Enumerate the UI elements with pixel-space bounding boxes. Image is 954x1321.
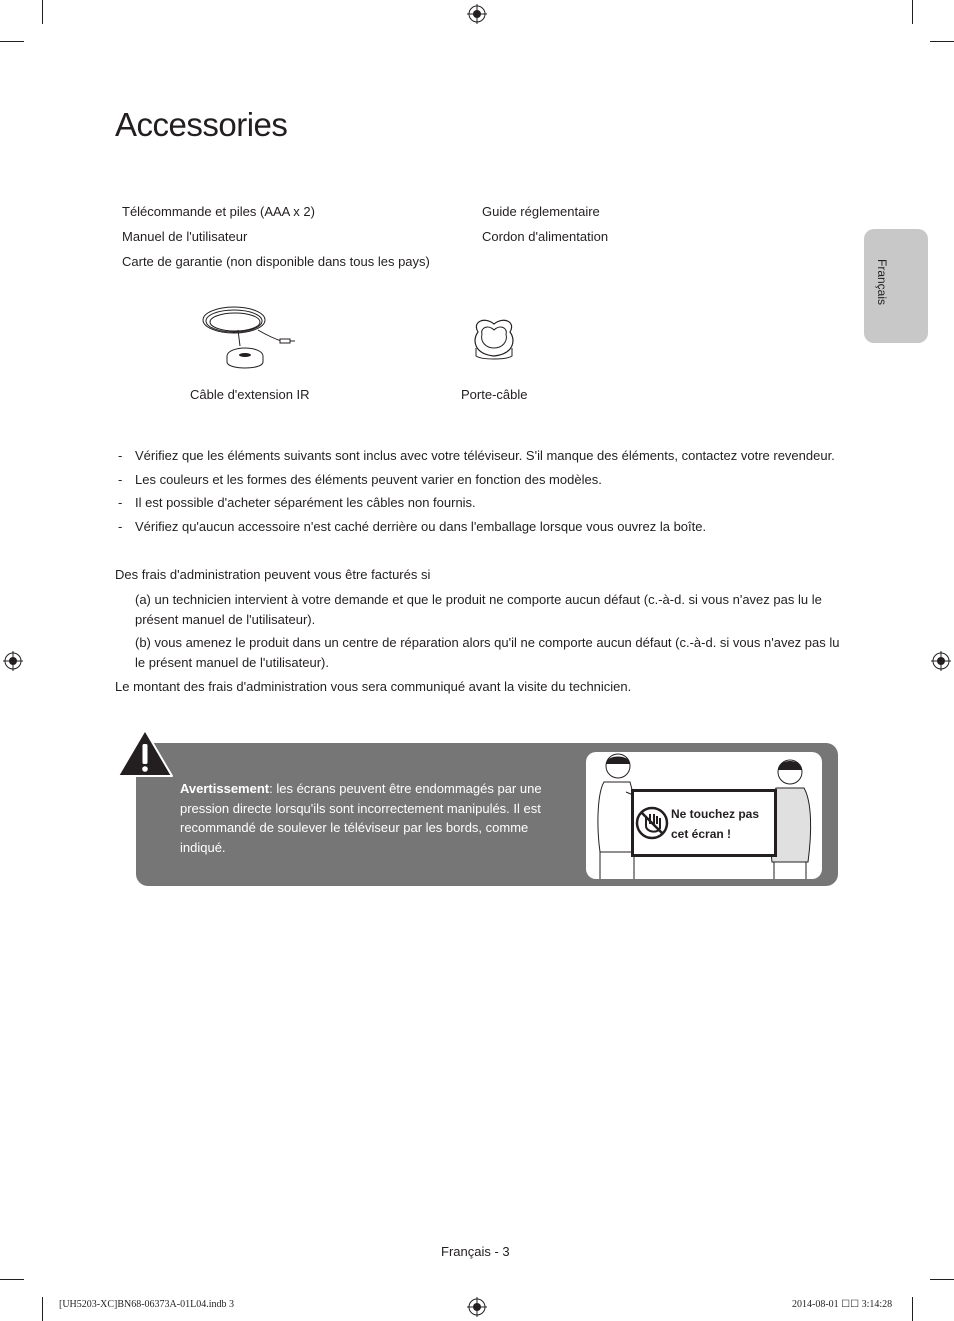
registration-mark-icon (931, 651, 951, 671)
page-title: Accessories (115, 106, 288, 143)
note-bullet: - (118, 519, 123, 534)
note-bullet: - (118, 472, 123, 487)
accessory-item: Guide réglementaire (482, 204, 600, 219)
accessory-item: Carte de garantie (non disponible dans tous les pays) (122, 254, 430, 269)
screen-warning-line: Ne touchez pas (671, 807, 760, 821)
accessory-item: Manuel de l'utilisateur (122, 229, 248, 244)
warning-triangle-icon (116, 728, 174, 778)
print-slug-file: [UH5203-XC]BN68-06373A-01L04.indb 3 (59, 1299, 234, 1310)
ir-extension-cable-icon (198, 300, 298, 376)
warning-label: Avertissement (180, 781, 270, 796)
registration-mark-icon (467, 4, 487, 24)
warning-text (180, 779, 550, 857)
print-slug-timestamp: 2014-08-01 ☐☐ 3:14:28 (792, 1299, 893, 1310)
language-side-tab-label: Français (875, 259, 889, 306)
note-text: Vérifiez qu'aucun accessoire n'est caché derrière ou dans l'emballage lorsque vous ouvrez la boîte. (135, 519, 707, 534)
note-bullet: - (118, 495, 123, 510)
note-bullet: - (118, 448, 123, 463)
page-number: Français - 3 (441, 1244, 510, 1259)
crop-mark (0, 1279, 24, 1280)
crop-mark (42, 1297, 43, 1321)
crop-mark (930, 41, 954, 42)
crop-mark (912, 0, 913, 24)
crop-mark (930, 1279, 954, 1280)
crop-mark (0, 41, 24, 42)
registration-mark-icon (3, 651, 23, 671)
fees-case-a: (a) un technicien intervient à votre demande et que le produit ne comporte aucun défaut (c.-à-d. si vous n'avez pas lu le présent manuel de l'utilisateur). (135, 592, 822, 627)
warning-body: : les écrans peuvent être endommagés par une pression directe lorsqu'ils sont incorrectement manipulés. Il est recommandé de soulever le téléviseur par les bords, comme indiqué. (180, 781, 542, 855)
language-side-tab (864, 229, 928, 343)
note-text: Il est possible d'acheter séparément les câbles non fournis. (135, 495, 476, 510)
screen-warning-label (671, 804, 771, 844)
note-text: Les couleurs et les formes des éléments peuvent varier en fonction des modèles. (135, 472, 602, 487)
screen-warning-line: cet écran ! (671, 827, 732, 841)
cable-holder-icon (470, 316, 518, 362)
fees-case-b: (b) vous amenez le produit dans un centre de réparation alors qu'il ne comporte aucun défaut (c.-à-d. si vous n'avez pas lu le présent manuel de l'utilisateur). (135, 635, 840, 670)
crop-mark (912, 1297, 913, 1321)
fees-intro: Des frais d'administration peuvent vous être facturés si (115, 567, 431, 582)
registration-mark-icon (467, 1297, 487, 1317)
fees-outro: Le montant des frais d'administration vous sera communiqué avant la visite du technicien. (115, 679, 632, 694)
accessory-item: Cordon d'alimentation (482, 229, 609, 244)
accessory-item: Télécommande et piles (AAA x 2) (122, 204, 315, 219)
accessory-caption: Câble d'extension IR (190, 387, 310, 402)
tv-handling-illustration (586, 752, 822, 879)
accessory-caption: Porte-câble (461, 387, 528, 402)
crop-mark (42, 0, 43, 24)
note-text: Vérifiez que les éléments suivants sont inclus avec votre téléviseur. S'il manque des éléments, contactez votre revendeur. (135, 448, 835, 463)
